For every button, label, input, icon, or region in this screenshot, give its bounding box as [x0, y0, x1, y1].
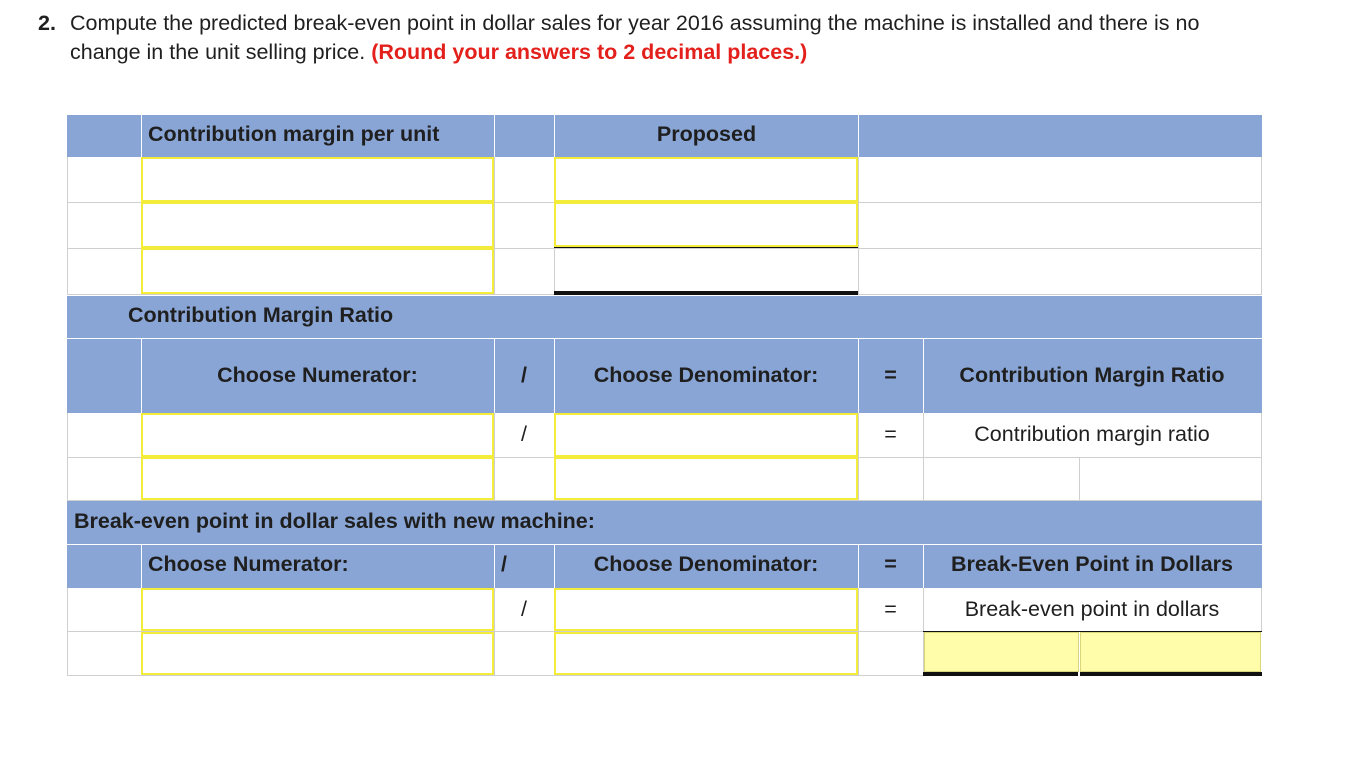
cm-ratio-result-header: Contribution Margin Ratio [959, 363, 1225, 387]
cm-ratio-row-2-result-a [924, 458, 1079, 500]
proposed-header: Proposed [656, 122, 757, 146]
cm-ratio-equals-header: = [884, 363, 897, 387]
total-double-underline [554, 291, 858, 295]
break-even-row-2-denominator-input[interactable] [554, 632, 858, 675]
cm-row-2-proposed-input[interactable] [554, 202, 858, 247]
cm-ratio-row-2-denominator-input[interactable] [554, 457, 858, 500]
cm-row-2-label-input[interactable] [141, 202, 494, 248]
break-even-numerator-header: Choose Numerator: [148, 552, 349, 576]
cm-total-proposed [555, 249, 857, 292]
cm-per-unit-header: Contribution margin per unit [148, 122, 440, 146]
rounding-instruction: (Round your answers to 2 decimal places.) [371, 40, 808, 64]
break-even-row-1-numerator-input[interactable] [141, 588, 494, 631]
cm-ratio-row-2-numerator-input[interactable] [141, 457, 494, 500]
cm-ratio-row-1-numerator-input[interactable] [141, 413, 494, 457]
cm-ratio-numerator-header: Choose Numerator: [217, 363, 418, 387]
break-even-row-1-equals: = [884, 597, 897, 621]
cm-ratio-row-1-divide: / [521, 422, 527, 446]
break-even-row-2-numerator-input[interactable] [141, 632, 494, 675]
break-even-result-header: Break-Even Point in Dollars [951, 552, 1233, 576]
break-even-row-1-denominator-input[interactable] [554, 588, 858, 631]
question-number: 2. [38, 11, 56, 35]
cm-ratio-row-1-denominator-input[interactable] [554, 413, 858, 457]
cm-row-1-proposed-input[interactable] [554, 157, 858, 202]
break-even-row-1-result: Break-even point in dollars [964, 597, 1220, 621]
break-even-denominator-header: Choose Denominator: [593, 552, 819, 576]
break-even-answer-input-a[interactable] [924, 632, 1079, 672]
break-even-double-underline-a [923, 672, 1078, 676]
cm-row-1-label-input[interactable] [141, 157, 494, 202]
cm-ratio-row-1-result: Contribution margin ratio [974, 422, 1210, 446]
subtotal-line [554, 247, 858, 248]
question-prompt: Compute the predicted break-even point in dollar sales for year 2016 assuming the machine is installed and there is no change in the unit selling price. [70, 11, 1200, 64]
break-even-divide-header: / [501, 552, 507, 576]
cm-ratio-section-title: Contribution Margin Ratio [128, 303, 394, 327]
cm-ratio-divide-header: / [521, 363, 527, 387]
break-even-answer-input-b[interactable] [1080, 632, 1261, 672]
cm-ratio-row-1-equals: = [884, 422, 897, 446]
break-even-row-1-divide: / [521, 597, 527, 621]
break-even-double-underline-b [1080, 672, 1262, 676]
cm-row-3-label-input[interactable] [141, 248, 494, 294]
cm-ratio-denominator-header: Choose Denominator: [593, 363, 819, 387]
break-even-equals-header: = [884, 552, 897, 576]
break-even-section-title: Break-even point in dollar sales with new machine: [74, 509, 595, 533]
